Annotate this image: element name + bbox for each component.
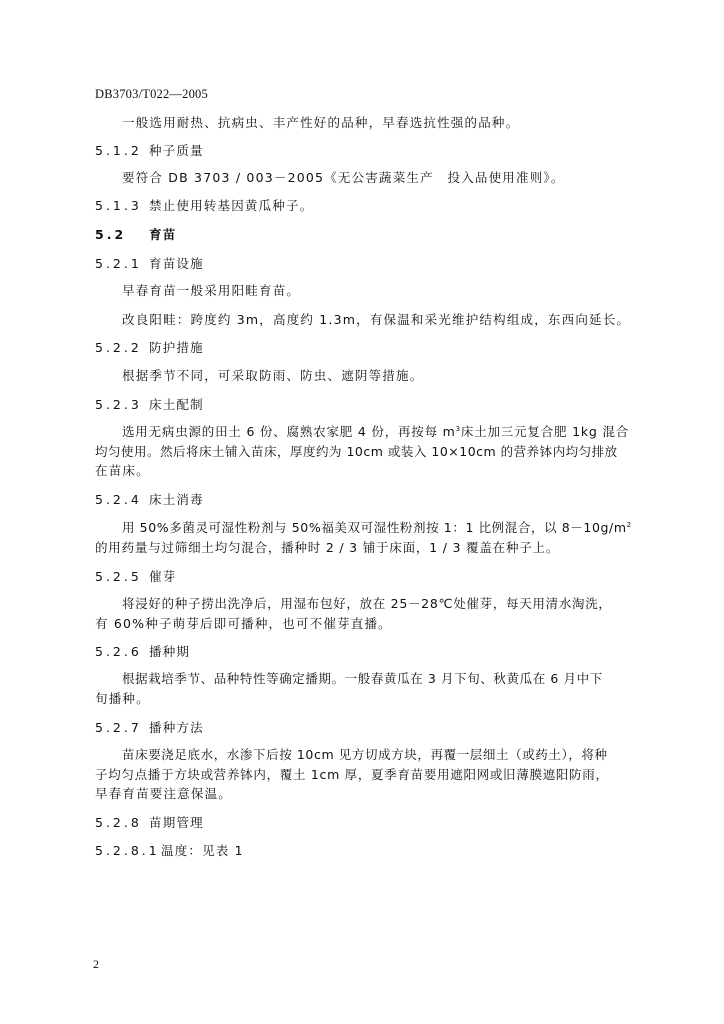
paragraph-line: 在苗床。 <box>95 463 150 478</box>
section-heading-5-2-3 <box>95 395 204 413</box>
paragraph-line: 要符合 DB 3703 / 003－2005《无公害蔬菜生产 投入品使用准则》。 <box>122 170 565 185</box>
section-title: 育苗 <box>149 227 177 242</box>
section-heading-5-1-2 <box>95 141 204 159</box>
section-title: 床土消毒 <box>149 492 204 507</box>
paragraph-line: 一般选用耐热、抗病虫、丰产性好的品种，早春选抗性强的品种。 <box>122 115 520 130</box>
section-heading-5-2-7 <box>95 718 204 736</box>
paragraph-line: 均匀使用。然后将床土铺入苗床，厚度约为 10cm 或装入 10×10cm 的营养钵内均匀排放 <box>95 444 618 459</box>
section-title: 播种期 <box>149 644 191 659</box>
section-number: 5.2.8 <box>95 815 142 830</box>
section-heading-5-2 <box>95 225 176 243</box>
section-heading-5-2-1 <box>95 254 204 272</box>
section-title: 种子质量 <box>149 143 204 158</box>
section-heading-5-1-3 <box>95 196 313 214</box>
section-number: 5.2.2 <box>95 340 142 355</box>
section-number: 5.2.8.1 <box>95 843 160 858</box>
section-number: 5.1.3 <box>95 198 142 213</box>
section-title: 育苗设施 <box>149 256 204 271</box>
paragraph-line: 将浸好的种子捞出洗净后，用湿布包好，放在 25－28℃处催芽，每天用清水淘洗， <box>122 596 612 611</box>
section-number: 5.2 <box>95 227 127 242</box>
page-number: 2 <box>93 957 99 971</box>
section-heading-5-2-8-1 <box>95 841 244 859</box>
section-number: 5.2.5 <box>95 569 142 584</box>
section-title: 床土配制 <box>149 397 204 412</box>
section-number: 5.2.4 <box>95 492 142 507</box>
paragraph-line: 苗床要浇足底水，水渗下后按 10cm 见方切成方块，再覆一层细土（或药土），将种 <box>122 747 608 762</box>
section-title: 催芽 <box>149 569 177 584</box>
section-title: 防护措施 <box>149 340 204 355</box>
paragraph-line: 早春育苗要注意保温。 <box>95 786 233 801</box>
section-title: 播种方法 <box>149 720 204 735</box>
paragraph-line <box>122 422 629 440</box>
section-heading-5-2-2 <box>95 338 204 356</box>
section-number: 5.1.2 <box>95 143 142 158</box>
paragraph-line: 早春育苗一般采用阳畦育苗。 <box>122 283 301 298</box>
paragraph-line: 子均匀点播于方块或营养钵内，覆土 1cm 厚，夏季育苗要用遮阳网或旧薄膜遮阳防雨， <box>95 767 609 782</box>
paragraph-line: 的用药量与过筛细土均匀混合，播种时 2 / 3 铺于床面，1 / 3 覆盖在种子上。 <box>95 540 560 555</box>
paragraph-line: 有 60%种子萌芽后即可播种，也可不催芽直播。 <box>95 616 392 631</box>
section-heading-5-2-6 <box>95 642 190 660</box>
paragraph-line <box>122 518 632 536</box>
text-segment: 用 50%多菌灵可湿性粉剂与 50%福美双可湿性粉剂按 1：1 比例混合，以 8－10g/m <box>122 520 627 535</box>
section-title: 禁止使用转基因黄瓜种子。 <box>149 198 314 213</box>
section-heading-5-2-8 <box>95 813 204 831</box>
paragraph-line: 根据季节不同，可采取防雨、防虫、遮阴等措施。 <box>122 368 424 383</box>
section-title: 苗期管理 <box>149 815 204 830</box>
section-heading-5-2-4 <box>95 490 204 508</box>
document-code-header: DB3703/T022—2005 <box>95 87 208 101</box>
paragraph-line: 根据栽培季节、品种特性等确定播期。一般春黄瓜在 3 月下旬、秋黄瓜在 6 月中下 <box>122 671 603 686</box>
section-heading-5-2-5 <box>95 567 176 585</box>
section-title: 温度：见表 1 <box>161 843 244 858</box>
paragraph-line: 旬播种。 <box>95 691 150 706</box>
superscript: 2 <box>626 521 632 529</box>
paragraph-line: 改良阳畦：跨度约 3m，高度约 1.3m，有保温和采光维护结构组成，东西向延长。 <box>122 312 631 327</box>
section-number: 5.2.6 <box>95 644 142 659</box>
text-segment: 床土加三元复合肥 1kg 混合 <box>460 424 629 439</box>
section-number: 5.2.3 <box>95 397 142 412</box>
text-segment: 选用无病虫源的田土 6 份、腐熟农家肥 4 份，再按每 m <box>122 424 456 439</box>
section-number: 5.2.7 <box>95 720 142 735</box>
section-number: 5.2.1 <box>95 256 142 271</box>
superscript: 3 <box>455 425 461 433</box>
